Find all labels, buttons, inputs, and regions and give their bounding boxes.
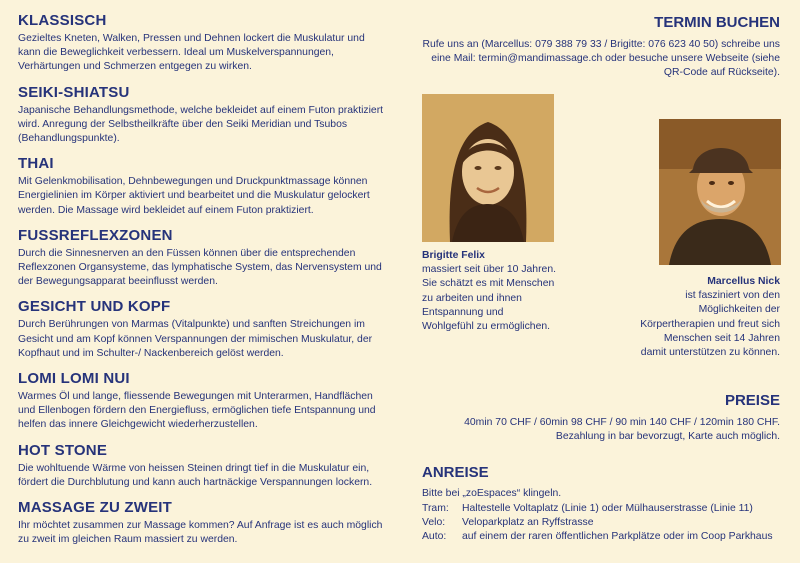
anreise-value: Veloparkplatz an Ryffstrasse <box>462 517 594 529</box>
anreise-intro: Bitte bei „zoEspaces“ klingeln. <box>422 488 562 499</box>
termin-text: Rufe uns an (Marcellus: 079 388 79 33 / Brigitte: 076 623 40 50) schreibe uns eine Mail: termin@mandimassage.ch oder besuche unsere Webseite (siehe QR-Code auf Rückseite). <box>422 39 780 79</box>
service-thai <box>18 155 390 218</box>
termin-title: TERMIN BUCHEN <box>654 14 780 31</box>
service-fussreflexzonen <box>18 227 390 290</box>
service-description: Durch Berührungen von Marmas (Vitalpunkte) und sanften Streichungen im Gesicht und am Kopf können Verspannungen der mimischen Muskulatur, der Kopfhaut und im Schulter-/ Nackenbereich gelöst werden. <box>18 319 373 359</box>
anreise-row-velo <box>422 516 773 530</box>
service-title: GESICHT UND KOPF <box>18 298 171 316</box>
service-description: Durch die Sinnesnerven an den Füssen können über die entsprechenden Reflexzonen Organsysteme, das lymphatische System, das Nervensystem und der Bewegungsapparat beeinflusst werden. <box>18 247 382 288</box>
anreise-label: Tram: <box>422 503 449 514</box>
service-title: LOMI LOMI NUI <box>18 370 130 388</box>
service-title: THAI <box>18 155 54 173</box>
service-zu-zweit <box>18 499 390 547</box>
price-list: 40min 70 CHF / 60min 98 CHF / 90 min 140 CHF / 120min 180 CHF. <box>464 417 780 428</box>
services-column <box>18 12 390 556</box>
marcellus-name: Marcellus Nick <box>707 276 780 287</box>
service-description: Gezieltes Kneten, Walken, Pressen und Dehnen lockert die Muskulatur und kann die Beweglichkeit verbessern. Ideal um Muskelverspannungen, Verhärtungen und Schmerzen entgegen zu wirken. <box>18 33 365 73</box>
anreise-list <box>422 502 773 545</box>
anreise-value: Haltestelle Voltaplatz (Linie 1) oder Mülhauserstrasse (Linie 11) <box>462 503 753 514</box>
brigitte-name: Brigitte Felix <box>422 250 485 261</box>
marcellus-photo <box>659 119 781 265</box>
anreise-label: Auto: <box>422 531 447 543</box>
service-description: Mit Gelenkmobilisation, Dehnbewegungen und Druckpunktmassage können Energielinien im Körper aktiviert und bearbeitet und die Muskulatur gelockert werden. Die Massage wird bekleidet auf einem Futon praktiziert. <box>18 176 370 216</box>
service-description: Japanische Behandlungsmethode, welche bekleidet auf einem Futon praktiziert wird. Anregung der Selbstheilkräfte über den Seiki Meridian und Tsubos (Behandlungspunkte). <box>18 104 384 145</box>
service-hot-stone <box>18 442 390 490</box>
service-title: KLASSISCH <box>18 12 107 29</box>
service-description: Ihr möchtet zusammen zur Massage kommen? Auf Anfrage ist es auch möglich zu zweit im gleichen Raum massiert zu werden. <box>18 520 383 546</box>
service-title: FUSSREFLEXZONEN <box>18 226 173 244</box>
brigitte-photo <box>422 94 554 242</box>
anreise-row-tram <box>422 502 773 516</box>
brigitte-bio <box>422 249 557 334</box>
anreise-title: ANREISE <box>422 464 489 481</box>
service-title: MASSAGE ZU ZWEIT <box>18 499 173 517</box>
preise-text <box>400 416 780 444</box>
anreise-label: Velo: <box>422 517 446 529</box>
service-description: Die wohltuende Wärme von heissen Steinen dringt tief in die Muskulatur ein, fördert die Durchblutung und kann auch hartnäckige Verspannungen lockern. <box>18 462 373 488</box>
service-lomi-lomi <box>18 370 390 433</box>
service-title: SEIKI-SHIATSU <box>18 83 130 101</box>
service-gesicht-kopf <box>18 298 390 361</box>
service-description: Warmes Öl und lange, fliessende Bewegungen mit Unterarmen, Handflächen und Ellenbogen fördern den Energiefluss, ermöglichen tiefe Entspannung und helfen das innere Gleichgewicht wiederherzustellen. <box>18 391 376 431</box>
brigitte-bio-text: massiert seit über 10 Jahren. Sie schätzt es mit Menschen zu arbeiten und ihnen Entspannung und Wohlgefühl zu ermöglichen. <box>422 264 556 333</box>
service-seiki-shiatsu <box>18 84 390 147</box>
anreise-value: auf einem der raren öffentlichen Parkplätze oder im Coop Parkhaus <box>462 531 773 543</box>
payment-note: Bezahlung in bar bevorzugt, Karte auch möglich. <box>555 431 780 443</box>
service-title: HOT STONE <box>18 441 108 459</box>
marcellus-bio <box>640 275 780 360</box>
service-klassisch <box>18 12 390 75</box>
marcellus-bio-text: ist fasziniert von den Möglichkeiten der Körpertherapien und freut sich Menschen seit 14 Jahren damit unterstützen zu können. <box>640 290 780 359</box>
anreise-row-auto <box>422 530 773 544</box>
preise-title: PREISE <box>724 392 780 409</box>
